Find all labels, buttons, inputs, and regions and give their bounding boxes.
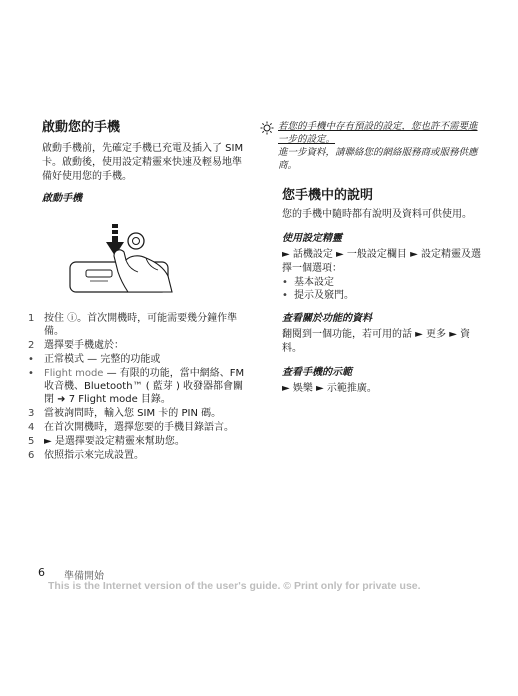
option-flight-mode: • Flight mode — 有限的功能，當中網絡、FM 收音機、Bluetooth™ ( 藍芽 ) 收發器都會關閉 ➜ 7 Flight mode 目錄。 xyxy=(28,368,245,405)
press-down-arrow-icon xyxy=(68,216,208,306)
footer-internet-version-note: This is the Internet version of the user's guide. © Print only for private use. xyxy=(48,580,421,592)
step-5: 5 ► 是選擇要設定精靈來幫助您。 xyxy=(28,436,185,447)
left-column xyxy=(20,120,250,463)
right-column xyxy=(260,120,482,396)
help-intro: 您的手機中隨時都有說明及資料可供使用。 xyxy=(282,209,472,220)
step-1: 1 按住 ⓘ。首次開機時，可能需要幾分鐘作準備。 xyxy=(28,313,238,337)
wizard-option-tips: • 提示及竅門。 xyxy=(282,290,354,301)
subheading-setup-wizard: 使用設定精靈 xyxy=(282,233,342,244)
step-2: 2 選擇要手機處於： xyxy=(28,340,124,351)
start-phone-intro: 啟動手機前，先確定手機已充電及插入了 SIM 卡。啟動後，使用設定精靈來快速及輕易地準備好使用您的手機。 xyxy=(42,143,244,182)
step-4: 4 在首次開機時，選擇您要的手機目錄語言。 xyxy=(28,422,234,433)
wizard-option-basic: • 基本設定 xyxy=(282,277,334,288)
tip-text-2: 進一步資料，請聯絡您的網絡服務商或服務供應商。 xyxy=(278,147,478,171)
footer-section-name: 準備開始 xyxy=(64,571,104,582)
step-6: 6 依照指示來完成設置。 xyxy=(28,450,144,461)
page-number: 6 xyxy=(38,566,45,579)
start-phone-subheading: 啟動手機 xyxy=(42,193,82,204)
demo-path: ► 娛樂 ► 示範推廣。 xyxy=(282,383,377,394)
section-title-help: 您手機中的說明 xyxy=(282,188,374,203)
lightbulb-icon xyxy=(260,120,278,172)
phone-power-illustration xyxy=(68,216,208,306)
subheading-demo: 查看手機的示範 xyxy=(282,367,352,378)
tip-note xyxy=(260,120,482,172)
section-title-start-phone: 啟動您的手機 xyxy=(42,120,121,135)
option-normal-mode: • 正常模式 — 完整的功能或 xyxy=(28,354,161,365)
feature-info-path: 翻閱到一個功能，若可用的話 ► 更多 ► 資料。 xyxy=(282,329,471,354)
setup-wizard-path: ► 話機設定 ► 一般設定欄目 ► 設定精靈及選擇一個選項： xyxy=(282,249,481,274)
step-3: 3 當被詢問時，輸入您 SIM 卡的 PIN 碼。 xyxy=(28,408,222,419)
flight-mode-label: Flight mode xyxy=(44,368,104,379)
startup-steps-list xyxy=(20,312,250,462)
subheading-feature-info: 查看關於功能的資料 xyxy=(282,313,372,324)
tip-text-1: 若您的手機中存有預設的設定，您也許不需要進一步的設定。 xyxy=(278,121,478,145)
